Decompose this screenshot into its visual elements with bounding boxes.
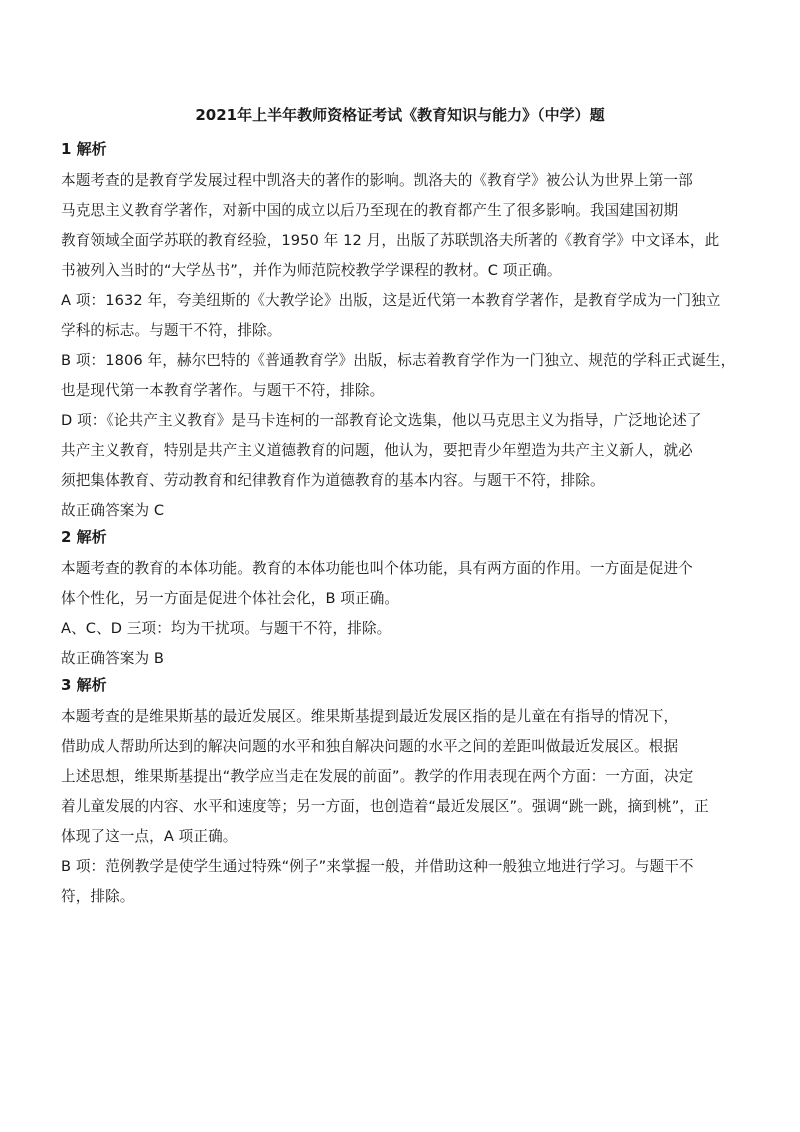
text-line: 须把集体教育、劳动教育和纪律教育作为道德教育的基本内容。与题干不符，排除。	[61, 472, 605, 489]
text-line: 学科的标志。与题干不符，排除。	[61, 322, 282, 339]
text-line: B 项：1806 年，赫尔巴特的《普通教育学》出版，标志着教育学作为一门独立、规范的学科正式诞生，	[61, 352, 736, 369]
analysis-section	[61, 526, 741, 674]
document-title: 2021年上半年教师资格证考试《教育知识与能力》（中学）题	[195, 106, 605, 124]
text-line: A 项：1632 年，夸美纽斯的《大教学论》出版，这是近代第一本教育学著作，是教育学成为一门独立	[61, 292, 721, 309]
section-body	[61, 166, 741, 526]
text-line: D 项：《论共产主义教育》是马卡连柯的一部教育论文选集，他以马克思主义为指导，广泛地论述了	[61, 412, 702, 429]
section-heading: 2 解析	[61, 528, 107, 546]
text-line: 体个性化，另一方面是促进个体社会化，B 项正确。	[61, 590, 400, 607]
section-heading: 1 解析	[61, 140, 107, 158]
text-line: 体现了这一点，A 项正确。	[61, 828, 238, 845]
text-line: 教育领域全面学苏联的教育经验，1950 年 12 月，出版了苏联凯洛夫所著的《教育学》中文译本，此	[61, 232, 720, 249]
section-body	[61, 554, 741, 674]
text-line: 本题考查的是维果斯基的最近发展区。维果斯基提到最近发展区指的是儿童在有指导的情况下，	[61, 708, 679, 725]
section-body	[61, 702, 741, 912]
text-line: 共产主义教育，特别是共产主义道德教育的问题，他认为，要把青少年塑造为共产主义新人，就必	[61, 442, 693, 459]
text-line: 故正确答案为 C	[61, 502, 165, 519]
section-heading: 3 解析	[61, 676, 107, 694]
text-line: B 项：范例教学是使学生通过特殊“例子”来掌握一般，并借助这种一般独立地进行学习。与题干不	[61, 858, 694, 875]
text-line: 符，排除。	[61, 888, 135, 905]
text-line: 故正确答案为 B	[61, 650, 165, 667]
text-line: 本题考查的教育的本体功能。教育的本体功能也叫个体功能，具有两方面的作用。一方面是促进个	[61, 560, 693, 577]
text-line: 书被列入当时的“大学丛书”，并作为师范院校教学学课程的教材。C 项正确。	[61, 262, 562, 279]
analysis-section	[61, 674, 741, 912]
text-line: 上述思想，维果斯基提出“教学应当走在发展的前面”。教学的作用表现在两个方面：一方面，决定	[61, 768, 694, 785]
text-line: 也是现代第一本教育学著作。与题干不符，排除。	[61, 382, 385, 399]
text-line: 着儿童发展的内容、水平和速度等；另一方面，也创造着“最近发展区”。强调“跳一跳，摘到桃”，正	[61, 798, 709, 815]
document-body	[61, 138, 741, 912]
text-line: A、C、D 三项：均为干扰项。与题干不符，排除。	[61, 620, 392, 637]
text-line: 本题考查的是教育学发展过程中凯洛夫的著作的影响。凯洛夫的《教育学》被公认为世界上第一部	[61, 172, 693, 189]
text-line: 马克思主义教育学著作，对新中国的成立以后乃至现在的教育都产生了很多影响。我国建国初期	[61, 202, 679, 219]
analysis-section	[61, 138, 741, 526]
text-line: 借助成人帮助所达到的解决问题的水平和独自解决问题的水平之间的差距叫做最近发展区。根据	[61, 738, 679, 755]
